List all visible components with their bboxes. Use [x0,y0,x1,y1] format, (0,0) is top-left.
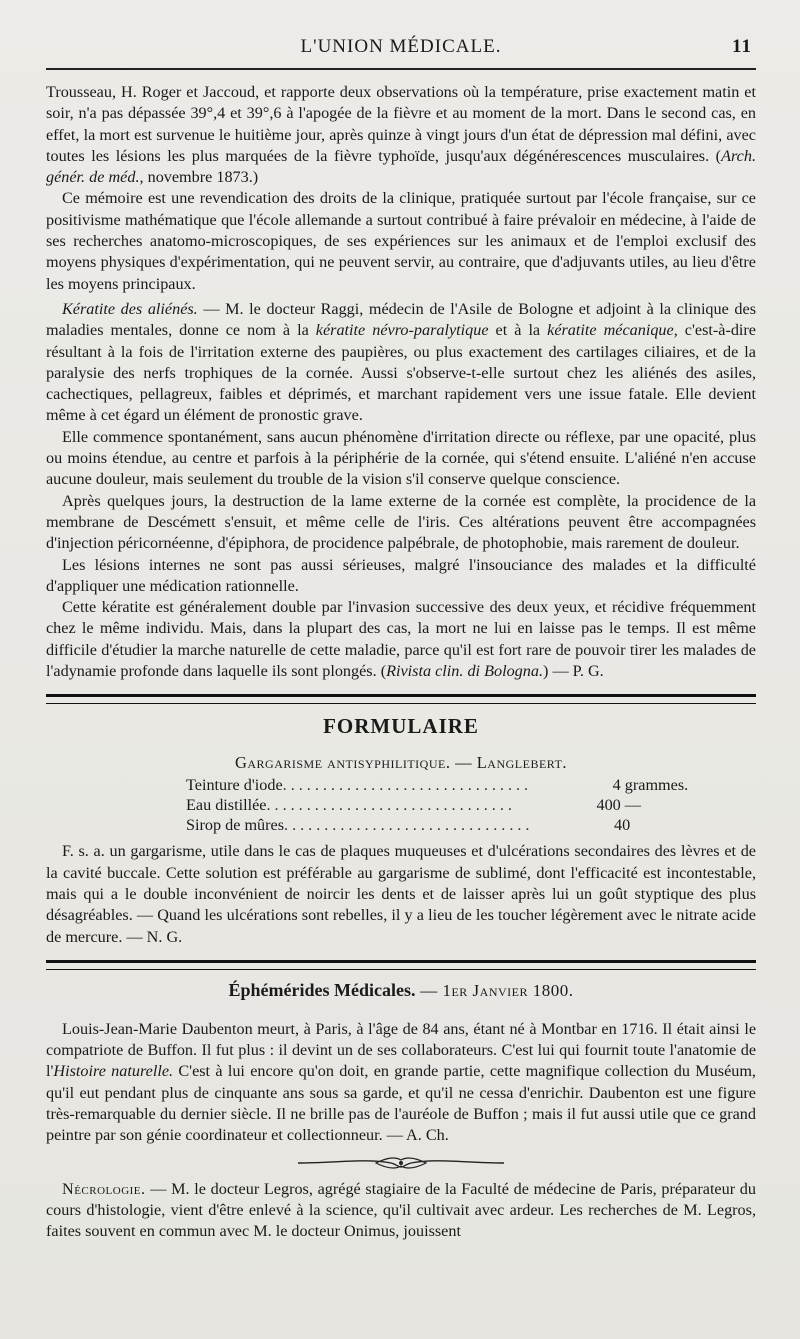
work-histoire-naturelle: Histoire naturelle. [53,1062,174,1081]
header-rule [46,68,756,70]
paragraph-keratite [46,299,756,427]
paragraph-7-text: Cette kératite est généralement double par l'invasion successive des deux yeux, et récidive fréquemment chez le même individu. Mais, dans la plupart des cas, la mort ne lui en laisse pas le temps. Il est même difficile d'étudier la marche naturelle de cette maladie, parce qu'il est fort rare de pouvoir tirer les malades de l'adynamie profonde dans laquelle ils sont plongés. ( [46,598,756,681]
ephemerides-heading: Éphémérides Médicales. [228,979,416,1000]
paragraph-2: Ce mémoire est une revendication des droits de la clinique, pratiquée surtout par l'école française, sur ce positivisme mathématique que l'école allemande a surtout contribué à faire prévaloir en médecine, à l'aide de ses recherches anatomo-microscopiques, de ses expériences sur les animaux et de l'emploi exclusif des moyens physiques d'expérimentation, qui ne peuvent servir, au contraire, que d'adjuvants utiles, au lieu d'être les moyens principaux. [46,189,756,293]
ingredient-name: Teinture d'iode [186,776,283,795]
paragraph-5: Après quelques jours, la destruction de la lame externe de la cornée est complète, la procidence de la membrane de Descémett s'ensuit, et même celle de l'iris. Ces altérations peuvent être accompagnées d'injection péricornéenne, d'épiphora, de procidence palpébrale, de photophobie, mais rarement de douleur. [46,491,756,553]
ingredient-name: Sirop de mûres [186,816,285,835]
formulaire-body: un gargarisme, utile dans le cas de plaques muqueuses et d'ulcérations secondaires des lèvres et de la cavité buccale. Cette solution est préférable au gargarisme de sublimé, dont l'efficacité est incontestable, mais qui a le double inconvénient de noircir les dents et de laisser après lui un goût styptique des plus désagréables. — Quand les ulcérations sont rebelles, il y a lieu de les toucher légèrement avec le nitrate acide de mercure. — N. G. [46,842,756,946]
paragraph-4: Elle commence spontanément, sans aucun phénomène d'irritation directe ou réflexe, par une opacité, plus ou moins étendue, au centre et parfois à la périphérie de la cornée, qui s'étend ensuite. L'aliéné n'en accuse aucune douleur, mais seulement du trouble de la vision s'il conserve quelque conscience. [46,427,756,489]
term-mecanique: kératite mécanique, [547,321,678,340]
ephemerides-text-a: Louis-Jean-Marie Daubenton meurt, à Paris, à l'âge de 84 ans, étant né à Montbar en 1716. Il était ainsi le compatriote de Buffon. Il fut plus : il devint un de ses collaborateurs. C'est lui qui fournit toute l'anatomie de l' [46,1019,756,1081]
ingredient-qty: 40 [614,816,631,835]
leader-dots: ............................... [282,776,533,795]
paragraph-7 [46,597,756,682]
keratite-heading: Kératite des aliénés. [62,299,198,318]
ornament-divider-icon [296,1155,506,1171]
paragraph-1 [46,82,756,188]
keratite-text-a: — M. le docteur Raggi, médecin de l'Asile de Bologne et adjoint à la clinique des maladies mentales, donne ce nom à la [46,299,756,340]
paragraph-1-text: Trousseau, H. Roger et Jaccoud, et rapporte deux observations où la température, prise exactement matin et soir, n'a pas dépassée 39°,4 et 39°,6 à l'apogée de la fièvre et au moment de la mort. Dans le second cas, en effet, la mort est survenue le huitième jour, après quinze à vingt jours d'un état de dépression mal défini, avec toutes les lésions les plus marquées de la fièvre typhoïde, jusqu'aux dégénérescences musculaires. ( [46,83,756,165]
ingredient-name: Eau distillée [186,796,267,815]
ingredient-list [186,775,756,835]
formulaire-title: FORMULAIRE [323,714,479,739]
running-title: L'UNION MÉDICALE. [300,36,502,57]
ephemerides-date: — 1er Janvier 1800. [415,980,574,1000]
ephemerides-text-b: C'est à lui encore qu'on doit, en grande partie, cette magnifique collection du Muséum, qu'il eut pendant plus de cinquante ans sous sa garde, et qu'il ne cessa d'enrichir. Daubenton est une figure très-remarquable du dernier siècle. Il ne brille pas de l'auréole de Buffon ; mais il fut aussi utile que ce grand peintre par son génie coordinateur et collectionneur. — A. Ch. [46,1062,756,1145]
ephemerides-text [46,1019,756,1147]
keratite-text-c: c'est-à-dire résultant à la fois de l'irritation externe des paupières, ou plus exactement des cartilages ciliaires, et de la paralysie des nerfs trophiques de la cornée. Aussi s'observe-t-elle surtout chez les aliénés des asiles, cachectiques, pellagreux, faibles et déprimés, et marchant rapidement vers une issue fatale. Elle devient même à cet égard un élément de pronostic grave. [46,321,756,425]
recipe-title: Gargarisme antisyphilitique. — Langlebert. [234,753,568,773]
running-head [46,36,756,68]
page-number: 11 [732,36,752,57]
ingredient-row [186,775,756,795]
leader-dots: ............................... [284,816,534,835]
ingredient-row [186,815,756,835]
ingredient-qty: 400 — [596,796,641,815]
fsa-lead: F. s. a. [62,842,105,861]
section-divider-ephemerides [46,960,756,970]
section-divider-formulaire [46,694,756,704]
paragraph-7-end: ) — P. G. [543,662,604,681]
formulaire-text [46,841,756,947]
leader-dots: ............................... [266,796,516,815]
ingredient-row [186,795,756,815]
necrologie-body: — M. le docteur Legros, agrégé stagiaire de la Faculté de médecine de Paris, préparateur du cours d'histologie, vient d'être enlevé à la science, qu'il cultivait avec ardeur. Les recherches de M. Legros, faites souvent en commun avec M. le docteur Onimus, jouissent [46,1179,756,1241]
paragraph-6: Les lésions internes ne sont pas aussi sérieuses, malgré l'insouciance des malades et la difficulté d'appliquer une médication rationnelle. [46,555,756,595]
necrologie-text [46,1179,756,1243]
ingredient-qty: 4 grammes. [612,776,689,795]
keratite-text-b: et à la [488,321,548,340]
paragraph-1-end: novembre 1873.) [143,168,259,187]
term-neuro-paralytique: kératite névro-paralytique [315,321,489,340]
citation-rivista: Rivista clin. di Bologna. [386,662,544,681]
necrologie-lead: Nécrologie. [62,1179,146,1198]
ephemerides-title [46,980,756,1001]
citation-arch-gener: Arch. génér. de méd., [46,146,756,187]
